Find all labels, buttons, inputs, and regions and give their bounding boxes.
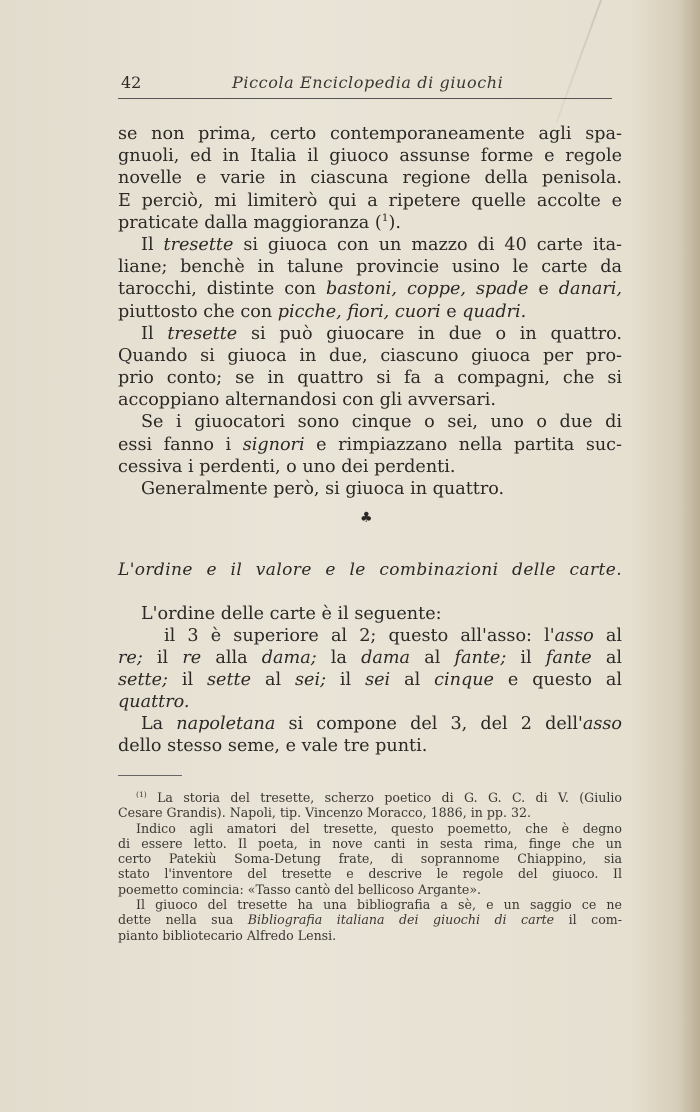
page-number: 42: [121, 73, 142, 92]
text-line: [118, 278, 622, 300]
text-line: [118, 345, 622, 367]
text-span: Il giuoco del tresette ha una bibliografia a sè, e un saggio ce ne: [136, 897, 622, 913]
text-span: al: [251, 670, 295, 690]
header-rule: [118, 98, 612, 99]
text-span: ).: [388, 212, 401, 233]
text-span: Il: [141, 323, 168, 344]
text-line: [118, 212, 622, 234]
italic-text: re;: [118, 648, 143, 668]
text-span: liane; benchè in talune provincie usino le carte da: [118, 257, 622, 278]
text-span: si può giuocare in due o in quattro.: [237, 323, 622, 344]
page-crease: [556, 0, 602, 123]
italic-text: danari,: [558, 279, 622, 300]
italic-text: Bibliografia italiana dei giuochi di carte: [247, 912, 555, 928]
text-span: gnuoli, ed in Italia il giuoco assunse forme e regole: [118, 146, 622, 167]
italic-text: fante;: [454, 648, 507, 668]
italic-text: sei: [365, 670, 391, 690]
text-span: il: [506, 648, 546, 668]
text-line: [118, 167, 622, 189]
text-span: Indico agli amatori del tresette, questo poemetto, che è degno: [136, 820, 622, 836]
text-span: La storia del tresette, scherzo poetico di G. G. C. di V. (Giulio: [146, 790, 622, 805]
text-span: Generalmente però, si giuoca in quattro.: [141, 479, 505, 499]
text-span: certo Patekiù Soma-Detung frate, di soprannome Chiappino, sia: [118, 851, 622, 867]
text-span: alla: [201, 648, 262, 668]
text-line: [118, 928, 622, 943]
italic-text: asso: [554, 626, 594, 646]
italic-text: re: [182, 648, 202, 668]
italic-text: cinque: [434, 670, 494, 690]
text-span: cessiva i perdenti, o uno dei perdenti.: [118, 456, 456, 477]
text-span: E perciò, mi limiterò qui a ripetere quelle accolte e: [118, 190, 622, 211]
text-line: [118, 805, 622, 820]
text-span: dette nella sua: [118, 912, 248, 928]
text-span: novelle e varie in ciascuna regione della penisola.: [118, 168, 622, 189]
text-span: stato l'inventore del tresette e descrive le regole del giuoco. Il: [118, 866, 622, 882]
italic-text: dama: [361, 648, 411, 668]
italic-text: sette;: [118, 670, 168, 690]
italic-text: quadri.: [462, 301, 527, 322]
text-span: la: [316, 648, 362, 668]
text-line: [118, 434, 622, 456]
text-line: [118, 882, 622, 897]
section-heading: L'ordine e il valore e le combinazioni delle carte.: [118, 560, 622, 580]
italic-text: sei;: [295, 670, 326, 690]
text-line: [118, 145, 622, 167]
text-line: [118, 851, 622, 866]
text-span: piuttosto che con: [118, 301, 278, 322]
text-span: e questo al: [493, 670, 622, 690]
italic-text: dama;: [261, 648, 317, 668]
text-span: di essere letto. Il poeta, in nove canti in sesta rima, finge che un: [118, 835, 622, 851]
text-line: [118, 912, 622, 927]
text-line: [118, 411, 622, 433]
text-line: [118, 456, 622, 478]
italic-text: sette: [207, 670, 252, 690]
text-span: praticate dalla maggioranza (: [118, 212, 382, 233]
text-span: L'ordine delle carte è il seguente:: [141, 604, 442, 624]
text-line: [118, 323, 622, 345]
text-span: se non prima, certo contemporaneamente agli spa-: [118, 124, 622, 144]
italic-text: fante: [545, 648, 592, 668]
text-line: [118, 190, 622, 212]
text-line: [118, 735, 622, 757]
main-text: [118, 123, 622, 500]
text-line: [118, 866, 622, 881]
italic-text: bastoni, coppe, spade: [326, 279, 529, 300]
italic-text: signori: [242, 434, 305, 455]
text-line: [118, 836, 622, 851]
footnote: [118, 790, 622, 943]
text-line: [118, 301, 622, 323]
text-line: [118, 669, 622, 691]
text-span: essi fanno i: [118, 434, 243, 455]
text-span: e: [440, 301, 463, 322]
text-span: Quando si giuoca in due, ciascuno giuoca per pro-: [118, 345, 622, 366]
text-span: e: [528, 279, 559, 300]
text-span: e rimpiazzano nella partita suc-: [304, 434, 622, 455]
italic-text: napoletana: [176, 714, 276, 734]
text-line: [118, 691, 622, 713]
text-span: si compone del 3, del 2 dell': [275, 714, 583, 734]
italic-text: tresette: [163, 234, 234, 255]
text-line: [118, 234, 622, 256]
text-span: al: [591, 648, 622, 668]
italic-text: tresette: [167, 323, 238, 344]
text-span: La: [141, 714, 177, 734]
text-span: poemetto comincia: «Tasso cantò del bellicoso Argante».: [118, 881, 482, 897]
text-span: il 3 è superiore al 2; questo all'asso: l': [164, 626, 555, 646]
text-span: Il: [141, 234, 164, 255]
text-line: [118, 790, 622, 805]
text-line: [118, 256, 622, 278]
text-line: [118, 897, 622, 912]
text-span: il com-: [554, 912, 622, 928]
text-span: dello stesso seme, e vale tre punti.: [118, 736, 428, 756]
text-span: pianto bibliotecario Alfredo Lensi.: [118, 927, 337, 943]
text-span: tarocchi, distinte con: [118, 279, 326, 300]
text-span: prio conto; se in quattro si fa a compagni, che si: [118, 368, 622, 389]
text-line: [118, 647, 622, 669]
text-span: il: [167, 670, 208, 690]
text-span: al: [593, 626, 622, 646]
text-line: [118, 625, 622, 647]
footnote-marker: (1): [136, 789, 147, 799]
text-span: al: [390, 670, 435, 690]
text-span: Cesare Grandis). Napoli, tip. Vincenzo Moracco, 1886, in pp. 32.: [118, 805, 532, 821]
text-line: [118, 367, 622, 389]
italic-text: asso: [582, 714, 622, 734]
section-text: [118, 603, 622, 757]
text-line: [118, 389, 622, 411]
text-span: accoppiano alternandosi con gli avversari.: [118, 390, 497, 411]
text-line: [118, 478, 622, 500]
text-span: Se i giuocatori sono cinque o sei, uno o due di: [141, 412, 622, 433]
text-line: [118, 713, 622, 735]
text-span: si giuoca con un mazzo di 40 carte ita-: [233, 234, 623, 255]
italic-text: quattro.: [118, 692, 190, 712]
text-span: il: [142, 648, 183, 668]
text-span: il: [326, 670, 366, 690]
fleuron-ornament-icon: ♣: [360, 510, 373, 526]
text-line: [118, 123, 622, 145]
footnote-marker: 1: [381, 211, 389, 224]
text-span: al: [410, 648, 455, 668]
text-line: [118, 821, 622, 836]
italic-text: picche, fiori, cuori: [277, 301, 441, 322]
footnote-rule: [118, 775, 182, 776]
text-line: [118, 603, 622, 625]
running-title: Piccola Enciclopedia di giuochi: [232, 73, 504, 92]
